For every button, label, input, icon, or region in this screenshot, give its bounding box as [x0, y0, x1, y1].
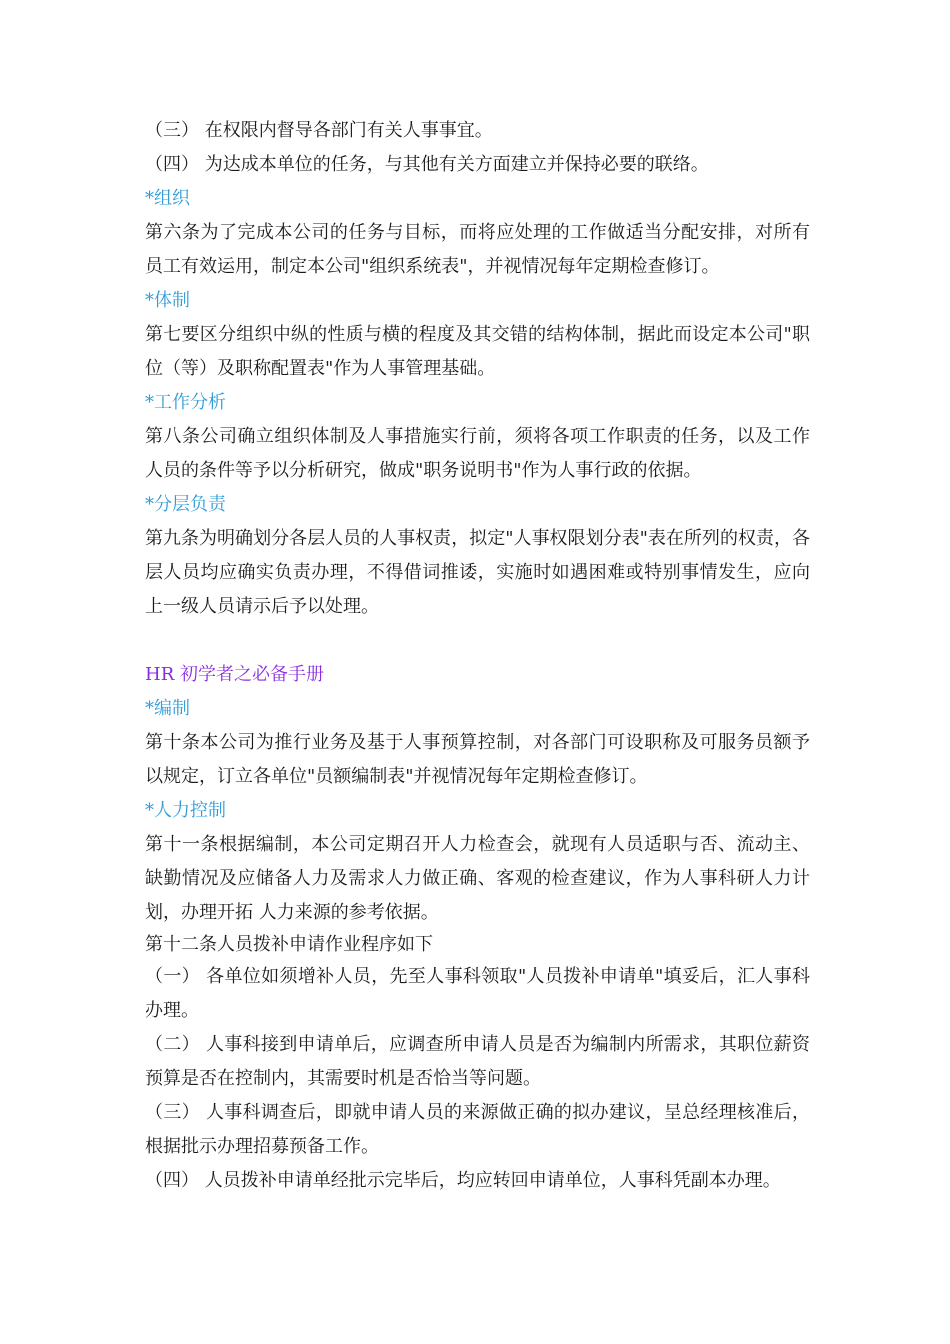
article-8: 第八条公司确立组织体制及人事措施实行前，须将各项工作职责的任务，以及工作人员的条件等予以分析研究，做成"职务说明书"作为人事行政的依据。 [145, 426, 810, 481]
article-10: 第十条本公司为推行业务及基于人事预算控制，对各部门可设职称及可服务员额予以规定，订立各单位"员额编制表"并视情况每年定期检查修订。 [145, 732, 810, 787]
procedure-step-3: （三） 人事科调查后，即就申请人员的来源做正确的拟办建议，呈总经理核准后，根据批示办理招募预备工作。 [145, 1102, 810, 1157]
heading-layered-responsibility: *分层负责 [145, 494, 226, 515]
procedure-step-4: （四） 人员拨补申请单经批示完毕后，均应转回申请单位，人事科凭副本办理。 [145, 1170, 781, 1191]
document-page [145, 114, 810, 1198]
procedure-step-1: （一） 各单位如须增补人员，先至人事科领取"人员拨补申请单"填妥后，汇人事科办理。 [145, 966, 810, 1021]
heading-staffing: *编制 [145, 698, 190, 719]
heading-job-analysis: *工作分析 [145, 392, 226, 413]
article-9: 第九条为明确划分各层人员的人事权责，拟定"人事权限划分表"表在所列的权责，各层人员均应确实负责办理，不得借词推诿，实施时如遇困难或特别事情发生，应向上一级人员请示后予以处理。 [145, 528, 810, 617]
heading-organization: *组织 [145, 188, 190, 209]
heading-manpower-control: *人力控制 [145, 800, 226, 821]
procedure-step-2: （二） 人事科接到申请单后，应调查所申请人员是否为编制内所需求，其职位薪资预算是否在控制内，其需要时机是否恰当等问题。 [145, 1034, 810, 1089]
article-7: 第七要区分组织中纵的性质与横的程度及其交错的结构体制，据此而设定本公司"职位（等）及职称配置表"作为人事管理基础。 [145, 324, 810, 379]
heading-system: *体制 [145, 290, 190, 311]
manual-banner: HR 初学者之必备手册 [145, 664, 324, 685]
article-11: 第十一条根据编制，本公司定期召开人力检查会，就现有人员适职与否、流动主、缺勤情况及应储备人力及需求人力做正确、客观的检查建议，作为人事科研人力计划，办理开拓 人力来源的参考依据。 [145, 834, 810, 923]
article-12: 第十二条人员拨补申请作业程序如下 [145, 934, 433, 955]
clause-3: （三） 在权限内督导各部门有关人事事宜。 [145, 120, 493, 141]
clause-4: （四） 为达成本单位的任务，与其他有关方面建立并保持必要的联络。 [145, 154, 709, 175]
article-6: 第六条为了完成本公司的任务与目标，而将应处理的工作做适当分配安排，对所有员工有效运用，制定本公司"组织系统表"，并视情况每年定期检查修订。 [145, 222, 810, 277]
